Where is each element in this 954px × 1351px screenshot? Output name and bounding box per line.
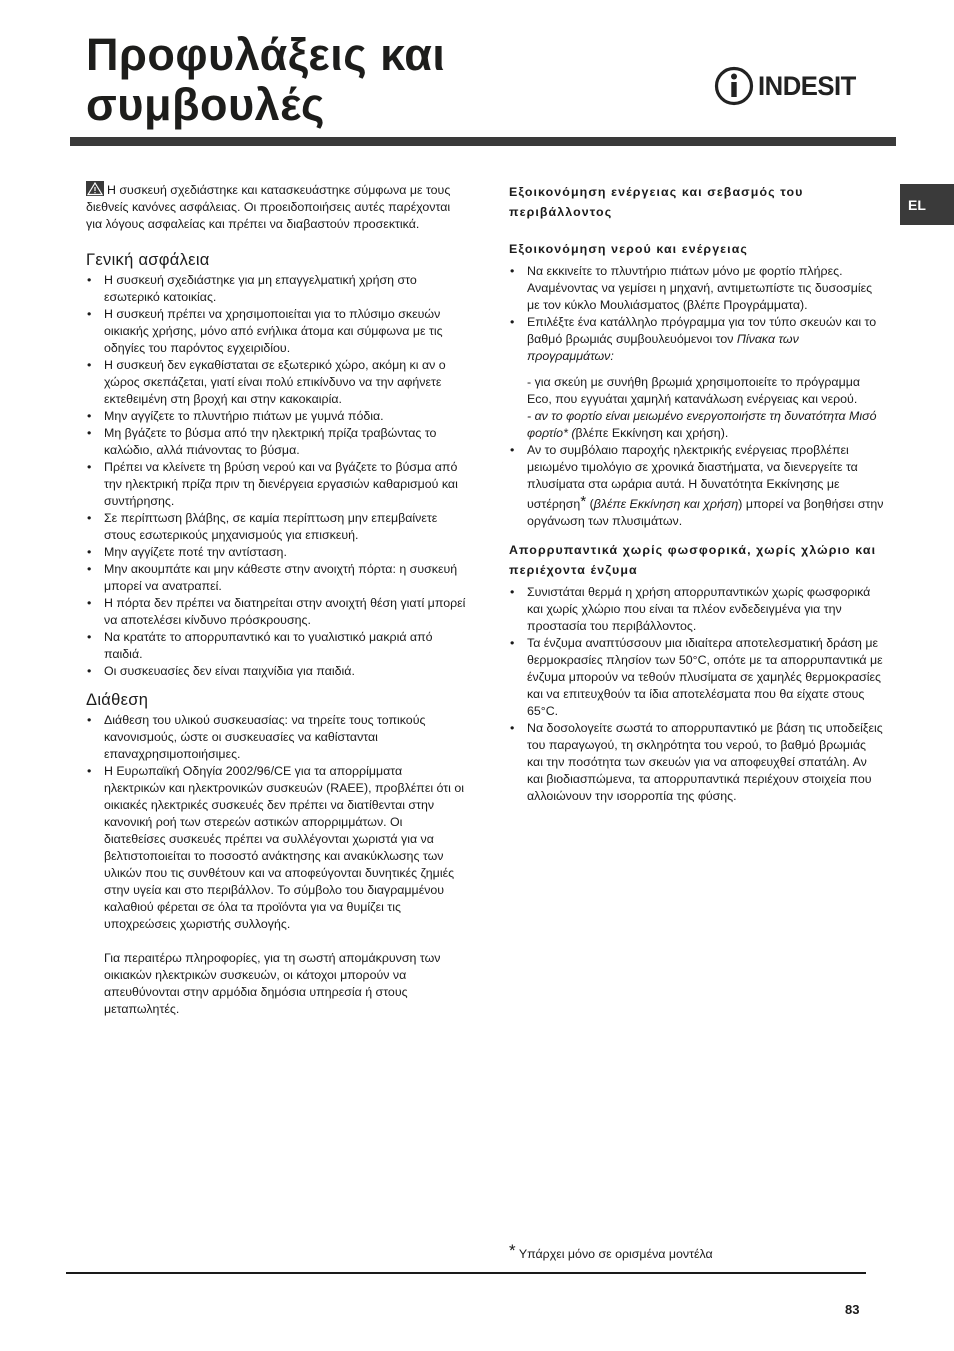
asterisk: * xyxy=(580,493,587,510)
disposal-list xyxy=(86,712,466,1018)
left-column xyxy=(86,181,466,1028)
title-line-2: συμβουλές xyxy=(86,79,325,130)
list-item: • Να δοσολογείτε σωστά το απορρυπαντικό με βάση τις υποδείξεις του παραγωγού, τη σκληρότητα του νερού, το βαθμό βρωμιάς και την ποσότητα των σκευών για να αποφευχθεί σπατάλη. Αν και βιοδιασπώμενα, τα απορρυπαντικά περιέχουν στοιχεία που αλλοιώνουν την ισορροπία της φύσης. xyxy=(509,720,885,805)
list-item: • Μην ακουμπάτε και μην κάθεστε στην ανοιχτή πόρτα: η συσκευή μπορεί να ανατραπεί. xyxy=(86,561,466,595)
list-item: • Η συσκευή σχεδιάστηκε για μη επαγγελματική χρήση στο εσωτερικό κατοικίας. xyxy=(86,272,466,306)
list-item: • Η συσκευή δεν εγκαθίσταται σε εξωτερικό χώρο, ακόμη κι αν ο χώρος σκεπάζεται, γιατί είναι πολύ επικίνδυνο να την αφήνετε εκτεθειμένη στη βροχή και στην κακοκαιρία. xyxy=(86,357,466,408)
detergents-heading: Απορρυπαντικά χωρίς φωσφορικά, χωρίς χλώριο και περιέχοντα ένζυμα xyxy=(509,543,877,577)
list-item: • Διάθεση του υλικού συσκευασίας: να τηρείτε τους τοπικούς κανονισμούς, ώστε οι συσκευασίες να καθίστανται επαναχρησιμοποιήσιμες. xyxy=(86,712,466,763)
list-item: • Να κρατάτε το απορρυπαντικό και το γυαλιστικό μακριά από παιδιά. xyxy=(86,629,466,663)
list-item: • Σε περίπτωση βλάβης, σε καμία περίπτωση μην επεμβαίνετε στους εσωτερικούς μηχανισμούς για επισκευή. xyxy=(86,510,466,544)
delay-start-tail: μπορεί να βοηθήσει στην οργάνωση των πλυσιμάτων. xyxy=(527,497,884,528)
water-energy-list xyxy=(509,263,885,530)
intro-text: Η συσκευή σχεδιάστηκε και κατασκευάστηκε σύμφωνα με τους διεθνείς κανόνες ασφάλειας. Οι προειδοποιήσεις αυτές παρέχονται για λόγους ασφαλείας και πρέπει να διαβαστούν προσεκτικά. xyxy=(86,183,451,231)
list-item: • Η πόρτα δεν πρέπει να διατηρείται στην ανοιχτή θέση γιατί μπορεί να αποτελέσει κίνδυνο πρόσκρουσης. xyxy=(86,595,466,629)
half-load-ref: βλέπε Εκκίνηση και χρήση). xyxy=(575,426,729,440)
eco-program-note: - για σκεύη με συνήθη βρωμιά χρησιμοποιείτε το πρόγραμμα Eco, που εγγυάται χαμηλή κατανάλωση ενέργειας και νερού. xyxy=(527,375,861,406)
weee-directive-text: Η Ευρωπαϊκή Οδηγία 2002/96/CE για τα απορρίμματα ηλεκτρικών και ηλεκτρονικών συσκευών (RAEE), προβλέπει ότι οι οικιακές ηλεκτρικές συσκευές δεν πρέπει να διατίθενται στην κανονική ροή των στερεών αστικών απορριμμάτων. Οι διατεθείσες συσκευές πρέπει να συλλέγονται χωριστά για να βελτιστοποιείται το ποσοστό ανάκτησης και ανακύκλωσης των υλικών που τις συνθέτουν και να αποφεύγονται δυνητικές ζημιές στην υγεία και στο περιβάλλον. Το σύμβολο του διαγραμμένου καλαθιού φέρεται σε όλα τα προϊόντα για να θυμίζει τις υποχρεώσεις χωριστής συλλογής. xyxy=(104,764,465,931)
brand-logo xyxy=(714,64,866,108)
indesit-i-icon xyxy=(714,65,754,107)
bottom-rule xyxy=(66,1272,866,1274)
delay-start-text: Αν το συμβόλαιο παροχής ηλεκτρικής ενέργειας προβλέπει μειωμένο τιμολόγιο σε χρονικά διαστήματα, να διενεργείτε τα πλυσίματα στα ωράρια αυτά. Η δυνατότητα Εκκίνησης με υστέρηση xyxy=(527,443,858,511)
list-item: • Αν το συμβόλαιο παροχής ηλεκτρικής ενέργειας προβλέπει μειωμένο τιμολόγιο σε χρονικά διαστήματα, να διενεργείτε τα πλυσίματα στα ωράρια αυτά. Η δυνατότητα Εκκίνησης με υστέρηση* (βλέπε Εκκίνηση και χρήση) μπορεί να βοηθήσει στην οργάνωση των πλυσιμάτων. xyxy=(509,442,885,530)
page-number: 83 xyxy=(845,1302,860,1317)
detergents-list xyxy=(509,584,885,805)
program-table-ref: Πίνακα των προγραμμάτων: xyxy=(527,332,799,363)
list-item xyxy=(86,763,466,1018)
asterisk: * xyxy=(509,1241,516,1260)
half-load-note xyxy=(527,408,885,442)
general-safety-list xyxy=(86,272,466,680)
general-safety-heading: Γενική ασφάλεια xyxy=(86,251,210,269)
list-item: • Να εκκινείτε το πλυντήριο πιάτων μόνο με φορτίο πλήρες. Αναμένοντας να γεμίσει η μηχανή, αντιμετωπίστε τις δυσοσμίες με τον κύκλο Μουλιάσματος (βλέπε Προγράμματα). xyxy=(509,263,885,314)
further-info-text: Για περαιτέρω πληροφορίες, για τη σωστή απομάκρυνση των οικιακών ηλεκτρικών συσκευών, οι κάτοχοι μπορούν να απευθύνονται στην αρμόδια δημόσια υπηρεσία ή στους μεταπωλητές. xyxy=(104,951,441,1016)
list-item: • Η συσκευή πρέπει να χρησιμοποιείται για το πλύσιμο σκευών οικιακής χρήσης, μόνο από ενήλικα άτομα και σύμφωνα με τις οδηγίες του παρόντος εγχειριδίου. xyxy=(86,306,466,357)
list-item: • Μην αγγίζετε ποτέ την αντίσταση. xyxy=(86,544,466,561)
list-item: • Μην αγγίζετε το πλυντήριο πιάτων με γυμνά πόδια. xyxy=(86,408,466,425)
right-column xyxy=(509,182,885,815)
list-item: • Τα ένζυμα αναπτύσσουν μια ιδιαίτερα αποτελεσματική δράση με θερμοκρασίες πλησίον των 50°C, οπότε με τα απορρυπαντικά με ένζυμα μπορούν να τεθούν πλυσίματα σε χαμηλές θερμοκρασίες και να επιτευχθούν τα ίδια αποτελέσματα που θα είχατε στους 65°C. xyxy=(509,635,885,720)
title-line-1: Προφυλάξεις και xyxy=(86,29,446,80)
top-rule xyxy=(70,137,896,146)
eco-heading: Εξοικονόμηση ενέργειας και σεβασμός του περιβάλλοντος xyxy=(509,185,804,219)
list-item: • Οι συσκευασίες δεν είναι παιχνίδια για παιδιά. xyxy=(86,663,466,680)
program-choice-text: Επιλέξτε ένα κατάλληλο πρόγραμμα για τον τύπο σκευών και το βαθμό βρωμιάς συμβουλευόμενοι τον xyxy=(527,315,877,346)
list-item: • Μη βγάζετε το βύσμα από την ηλεκτρική πρίζα τραβώντας το καλώδιο, αλλά πιάνοντας το βύσμα. xyxy=(86,425,466,459)
delay-start-ref: βλέπε Εκκίνηση και χρήση xyxy=(593,497,739,511)
half-load-italic: - αν το φορτίο είναι μειωμένο ενεργοποιήστε τη δυνατότητα Μισό φορτίο* ( xyxy=(527,409,877,440)
water-energy-heading: Εξοικονόμηση νερού και ενέργειας xyxy=(509,242,748,256)
list-item: • Πρέπει να κλείνετε τη βρύση νερού και να βγάζετε το βύσμα από την ηλεκτρική πρίζα πριν τη διενέργεια εργασιών καθαρισμού και συντήρησης. xyxy=(86,459,466,510)
brand-name: INDESIT xyxy=(758,70,856,101)
footnote-text: Υπάρχει μόνο σε ορισμένα μοντέλα xyxy=(518,1247,713,1261)
intro-paragraph xyxy=(86,181,466,233)
list-item: • Συνιστάται θερμά η χρήση απορρυπαντικών χωρίς φωσφορικά και χωρίς χλώριο που είναι τα πλέον ενδεδειγμένα για την προστασία του περιβάλλοντος. xyxy=(509,584,885,635)
language-tab: EL xyxy=(900,184,954,225)
warning-icon xyxy=(86,181,104,196)
page-title xyxy=(86,30,445,130)
disposal-heading: Διάθεση xyxy=(86,691,149,709)
list-item xyxy=(509,314,885,442)
footnote xyxy=(509,1241,713,1261)
